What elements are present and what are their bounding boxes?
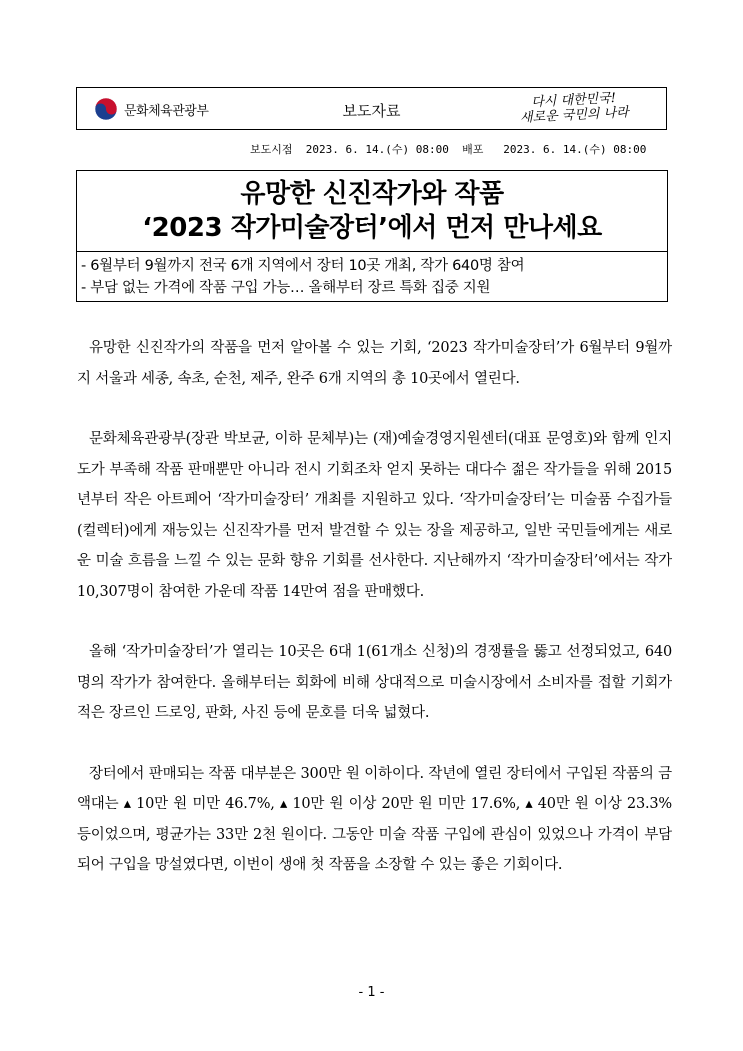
slogan-line2: 새로운 국민의 나라 [519,105,630,126]
page-number: - 1 - [358,985,385,1000]
headline [77,177,667,245]
distribution-time: 2023. 6. 14.(수) 08:00 [503,143,647,156]
paragraph-2: 문화체육관광부(장관 박보균, 이하 문체부)는 (재)예술경영지원센터(대표 문영호)와 함께 인지도가 부족해 작품 판매뿐만 아니라 전시 기회조차 얻지 못하는 대다수 젊은 작가들을 위해 2015년부터 작은 아트페어 ‘작가미술장터’ 개최를 지원하고 있다. ‘작가미술장터’는 미술품 수집가들(컬렉터)에게 재능있는 신진작가를 먼저 발견할 수 있는 장을 제공하고, 일반 국민들에게는 새로운 미술 흐름을 느낄 수 있는 문화 향유 기회를 선사한다. 지난해까지 ‘작가미술장터’에서는 작가 10,307명이 참여한 가운데 작품 14만여 점을 판매했다. [77,431,672,600]
headline-line1: 유망한 신진작가와 작품 [240,179,504,209]
headline-divider [77,251,667,252]
release-meta [250,141,646,157]
paragraph-3: 올해 ‘작가미술장터’가 열리는 10곳은 6대 1(61개소 신청)의 경쟁률을 뚫고 선정되었고, 640명의 작가가 참여한다. 올해부터는 회화에 비해 상대적으로 미술시장에서 소비자를 접할 기회가 적은 장르인 드로잉, 판화, 사진 등에 문호를 더욱 넓혔다. [77,644,672,721]
document-type: 보도자료 [342,102,401,120]
paragraph-1: 유망한 신진작가의 작품을 먼저 알아볼 수 있는 기회, ‘2023 작가미술장터’가 6월부터 9월까지 서울과 세종, 속초, 순천, 제주, 완주 6개 지역의 총 10곳에서 열린다. [77,340,672,387]
paragraph-4: 장터에서 판매되는 작품 대부분은 300만 원 이하이다. 작년에 열린 장터에서 구입된 작품의 금액대는 ▴ 10만 원 미만 46.7%, ▴ 10만 원 이상 20만 원 미만 17.6%, ▴ 40만 원 이상 23.3% 등이었으며, 평균가는 33만 2천 원이다. 그동안 미술 작품 구입에 관심이 있었으나 가격이 부담되어 구입을 망설였다면, 이번이 생애 첫 작품을 소장할 수 있는 좋은 기회이다. [77,765,672,873]
release-label: 보도시점 [250,143,293,156]
ministry-name: 문화체육관광부 [124,103,209,119]
article-body [77,333,672,911]
subheadlines [81,255,524,299]
press-header [76,87,667,130]
release-time: 2023. 6. 14.(수) 08:00 [305,143,449,156]
slogan-line1: 다시 대한민국! [530,90,617,111]
distribution-label: 배포 [462,143,484,156]
subheadline-2: - 부담 없는 가격에 작품 구입 가능… 올해부터 장르 특화 집중 지원 [81,280,491,296]
headline-line2: ‘2023 작가미술장터’에서 먼저 만나세요 [142,213,602,243]
slogan [503,89,644,126]
headline-box [76,170,668,302]
subheadline-1: - 6월부터 9월까지 전국 6개 지역에서 장터 10곳 개최, 작가 640명 참여 [81,258,525,274]
